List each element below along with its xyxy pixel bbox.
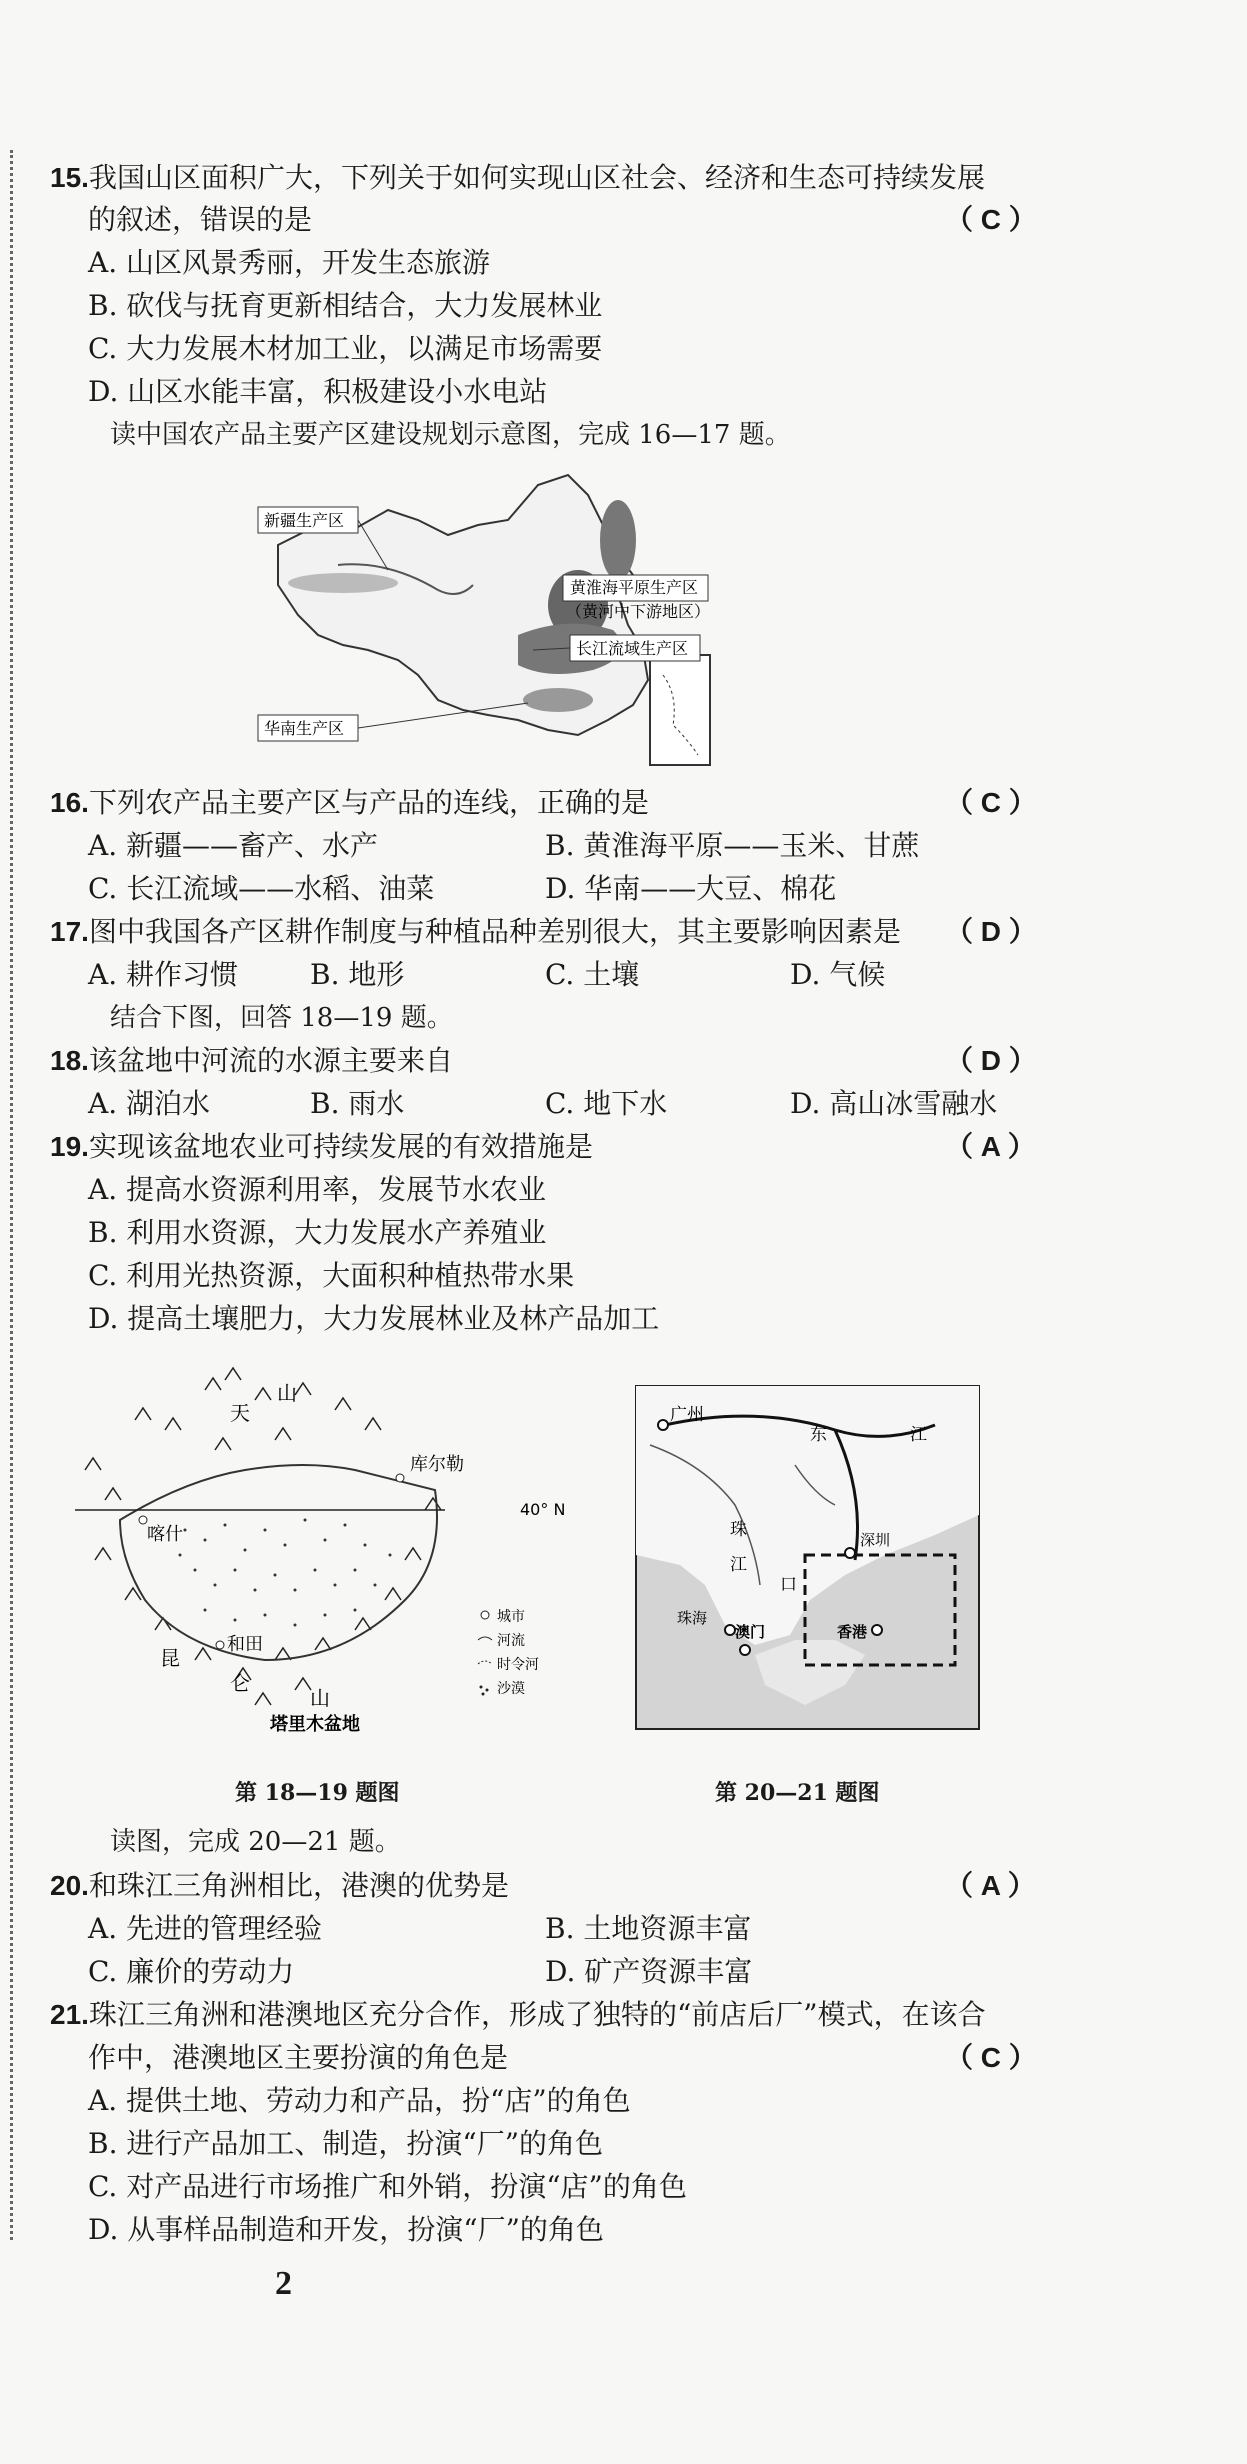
huanan-label: 华南生产区 <box>264 719 345 738</box>
q17-option-d: D. 气候 <box>790 958 886 991</box>
q16-option-d: D. 华南——大豆、棉花 <box>545 872 837 905</box>
xinjiang-region <box>288 573 398 593</box>
china-agriculture-map <box>248 465 718 770</box>
hongkong-label: 香港 <box>837 1623 868 1641</box>
q15-option-b: B. 砍伐与抚育更新相结合，大力发展林业 <box>88 289 603 322</box>
tarim-map-title: 塔里木盆地 <box>270 1714 360 1735</box>
q16-stem-line <box>50 783 649 823</box>
q20-option-b: B. 土地资源丰富 <box>545 1912 752 1945</box>
q20-option-d: D. 矿产资源丰富 <box>545 1955 753 1988</box>
caption-18-19: 第 18—19 题图 <box>235 1780 400 1806</box>
q18-number: 18. <box>50 1045 89 1076</box>
legend-desert: 沙漠 <box>497 1681 525 1697</box>
kunlun-label-lun: 仑 <box>230 1671 250 1695</box>
pearl-river-label-zhu: 珠 <box>730 1520 747 1540</box>
shenzhen-city-dot <box>845 1548 855 1558</box>
q16-option-a: A. 新疆——畜产、水产 <box>88 829 379 862</box>
q20-stem-line <box>50 1866 509 1906</box>
huanan-region <box>523 688 593 712</box>
q21-stem-line1 <box>50 1995 986 2035</box>
q15-stem-line1 <box>50 158 985 198</box>
q17-number: 17. <box>50 916 89 947</box>
q17-stem-text: 图中我国各产区耕作制度与种植品种差别很大，其主要影响因素是 <box>88 915 901 948</box>
guangzhou-label: 广州 <box>670 1405 704 1425</box>
q17-option-c: C. 土壤 <box>545 958 640 991</box>
q15-stem-text1: 我国山区面积广大，下列关于如何实现山区社会、经济和生态可持续发展 <box>88 161 985 194</box>
xinjiang-label: 新疆生产区 <box>264 511 345 530</box>
korla-label: 库尔勒 <box>410 1454 464 1475</box>
intro-18-19: 结合下图，回答 18—19 题。 <box>110 1003 453 1033</box>
q15-stem-line2: 的叙述，错误的是 <box>88 203 313 236</box>
q19-number: 19. <box>50 1131 89 1162</box>
hotan-city-dot <box>216 1641 224 1649</box>
q21-option-a: A. 提供土地、劳动力和产品，扮“店”的角色 <box>88 2084 631 2117</box>
tarim-basin-map <box>65 1360 585 1740</box>
page-number: 2 <box>275 2265 292 2302</box>
q20-number: 20. <box>50 1870 89 1901</box>
q19-option-c: C. 利用光热资源，大面积种植热带水果 <box>88 1259 575 1292</box>
q21-number: 21. <box>50 1999 89 2030</box>
shenzhen-label: 深圳 <box>860 1531 891 1549</box>
huanghe-label: （黄河中下游地区） <box>566 602 711 621</box>
desert-dots <box>179 1519 392 1627</box>
legend-seasonal-river-icon <box>478 1661 492 1664</box>
q21-stem-line2: 作中，港澳地区主要扮演的角色是 <box>88 2041 509 2074</box>
q19-option-d: D. 提高土壤肥力，大力发展林业及林产品加工 <box>88 1302 660 1335</box>
q16-stem-text: 下列农产品主要产区与产品的连线，正确的是 <box>88 786 649 819</box>
kunlun-label-shan: 山 <box>310 1686 330 1710</box>
q19-option-a: A. 提高水资源利用率，发展节水农业 <box>88 1173 547 1206</box>
dongjiang-label-dong: 东 <box>810 1425 827 1445</box>
q15-option-c: C. 大力发展木材加工业，以满足市场需要 <box>88 332 603 365</box>
legend-city: 城市 <box>497 1609 525 1625</box>
q18-stem-line <box>50 1041 453 1081</box>
q15-option-a: A. 山区风景秀丽，开发生态旅游 <box>88 246 491 279</box>
q17-stem-line <box>50 912 901 952</box>
basin-river-loop <box>120 1465 437 1660</box>
q17-option-a: A. 耕作习惯 <box>88 958 239 991</box>
tarim-legend <box>478 1609 539 1697</box>
latitude-label: 40° N <box>520 1500 566 1519</box>
legend-city-icon <box>481 1611 489 1619</box>
south-china-sea-inset <box>650 655 710 765</box>
q16-answer: （ C ） <box>945 787 1037 818</box>
legend-river-icon <box>478 1637 492 1640</box>
q16-option-c: C. 长江流域——水稻、油菜 <box>88 872 435 905</box>
huanghuai-label: 黄淮海平原生产区 <box>570 578 699 597</box>
q21-answer: （ C ） <box>945 2042 1037 2073</box>
q19-option-b: B. 利用水资源，大力发展水产养殖业 <box>88 1216 547 1249</box>
legend-desert-icon <box>480 1686 489 1696</box>
q18-stem-text: 该盆地中河流的水源主要来自 <box>88 1044 453 1077</box>
guangzhou-city-dot <box>658 1420 668 1430</box>
macau-city-dot <box>740 1645 750 1655</box>
q21-option-b: B. 进行产品加工、制造，扮演“厂”的角色 <box>88 2127 604 2160</box>
q17-option-b: B. 地形 <box>310 958 405 991</box>
pearl-river-delta-map <box>635 1385 980 1730</box>
q15-option-d: D. 山区水能丰富，积极建设小水电站 <box>88 375 548 408</box>
legend-river: 河流 <box>497 1633 525 1649</box>
changjiang-label: 长江流域生产区 <box>576 639 689 658</box>
q18-option-a: A. 湖泊水 <box>88 1087 211 1120</box>
northeast-region <box>600 500 636 580</box>
q16-option-b: B. 黄淮海平原——玉米、甘蔗 <box>545 829 920 862</box>
mountain-symbols <box>85 1368 441 1705</box>
q15-number: 15. <box>50 162 89 193</box>
caption-20-21: 第 20—21 题图 <box>715 1780 880 1806</box>
q21-option-d: D. 从事样品制造和开发，扮演“厂”的角色 <box>88 2213 604 2246</box>
hongkong-city-dot <box>872 1625 882 1635</box>
hotan-label: 和田 <box>227 1634 263 1655</box>
q20-stem-text: 和珠江三角洲相比，港澳的优势是 <box>88 1869 509 1902</box>
q21-stem-text1: 珠江三角洲和港澳地区充分合作，形成了独特的“前店后厂”模式，在该合 <box>88 1998 986 2031</box>
pearl-river-label-kou: 口 <box>780 1575 797 1595</box>
q16-number: 16. <box>50 787 89 818</box>
q18-option-c: C. 地下水 <box>545 1087 668 1120</box>
legend-seasonal-river: 时令河 <box>497 1657 539 1673</box>
tianshan-label-tian: 天 <box>230 1401 250 1425</box>
q20-option-c: C. 廉价的劳动力 <box>88 1955 295 1988</box>
kunlun-label-kun: 昆 <box>160 1646 180 1670</box>
q20-option-a: A. 先进的管理经验 <box>88 1912 323 1945</box>
macau-label: 澳门 <box>735 1623 766 1641</box>
intro-20-21: 读图，完成 20—21 题。 <box>110 1827 401 1857</box>
kashi-city-dot <box>139 1516 147 1524</box>
dongjiang-label-jiang: 江 <box>910 1425 927 1445</box>
pearl-river-label-jiang: 江 <box>730 1555 747 1575</box>
zhuhai-city-dot <box>725 1625 735 1635</box>
q15-answer: （ C ） <box>945 204 1037 235</box>
binding-dotted-line <box>10 150 13 2240</box>
q19-stem-line <box>50 1127 593 1167</box>
zhuhai-label: 珠海 <box>677 1609 708 1627</box>
tianshan-label-shan: 山 <box>277 1381 297 1405</box>
q19-stem-text: 实现该盆地农业可持续发展的有效措施是 <box>88 1130 593 1163</box>
q20-answer: （ A ） <box>945 1870 1036 1901</box>
q17-answer: （ D ） <box>945 916 1037 947</box>
q18-option-b: B. 雨水 <box>310 1087 405 1120</box>
q18-option-d: D. 高山冰雪融水 <box>790 1087 998 1120</box>
intro-16-17: 读中国农产品主要产区建设规划示意图，完成 16—17 题。 <box>110 420 791 450</box>
q19-answer: （ A ） <box>945 1131 1036 1162</box>
q21-option-c: C. 对产品进行市场推广和外销，扮演“店”的角色 <box>88 2170 687 2203</box>
q18-answer: （ D ） <box>945 1045 1037 1076</box>
korla-city-dot <box>396 1474 404 1482</box>
kashi-label: 喀什 <box>147 1524 183 1545</box>
